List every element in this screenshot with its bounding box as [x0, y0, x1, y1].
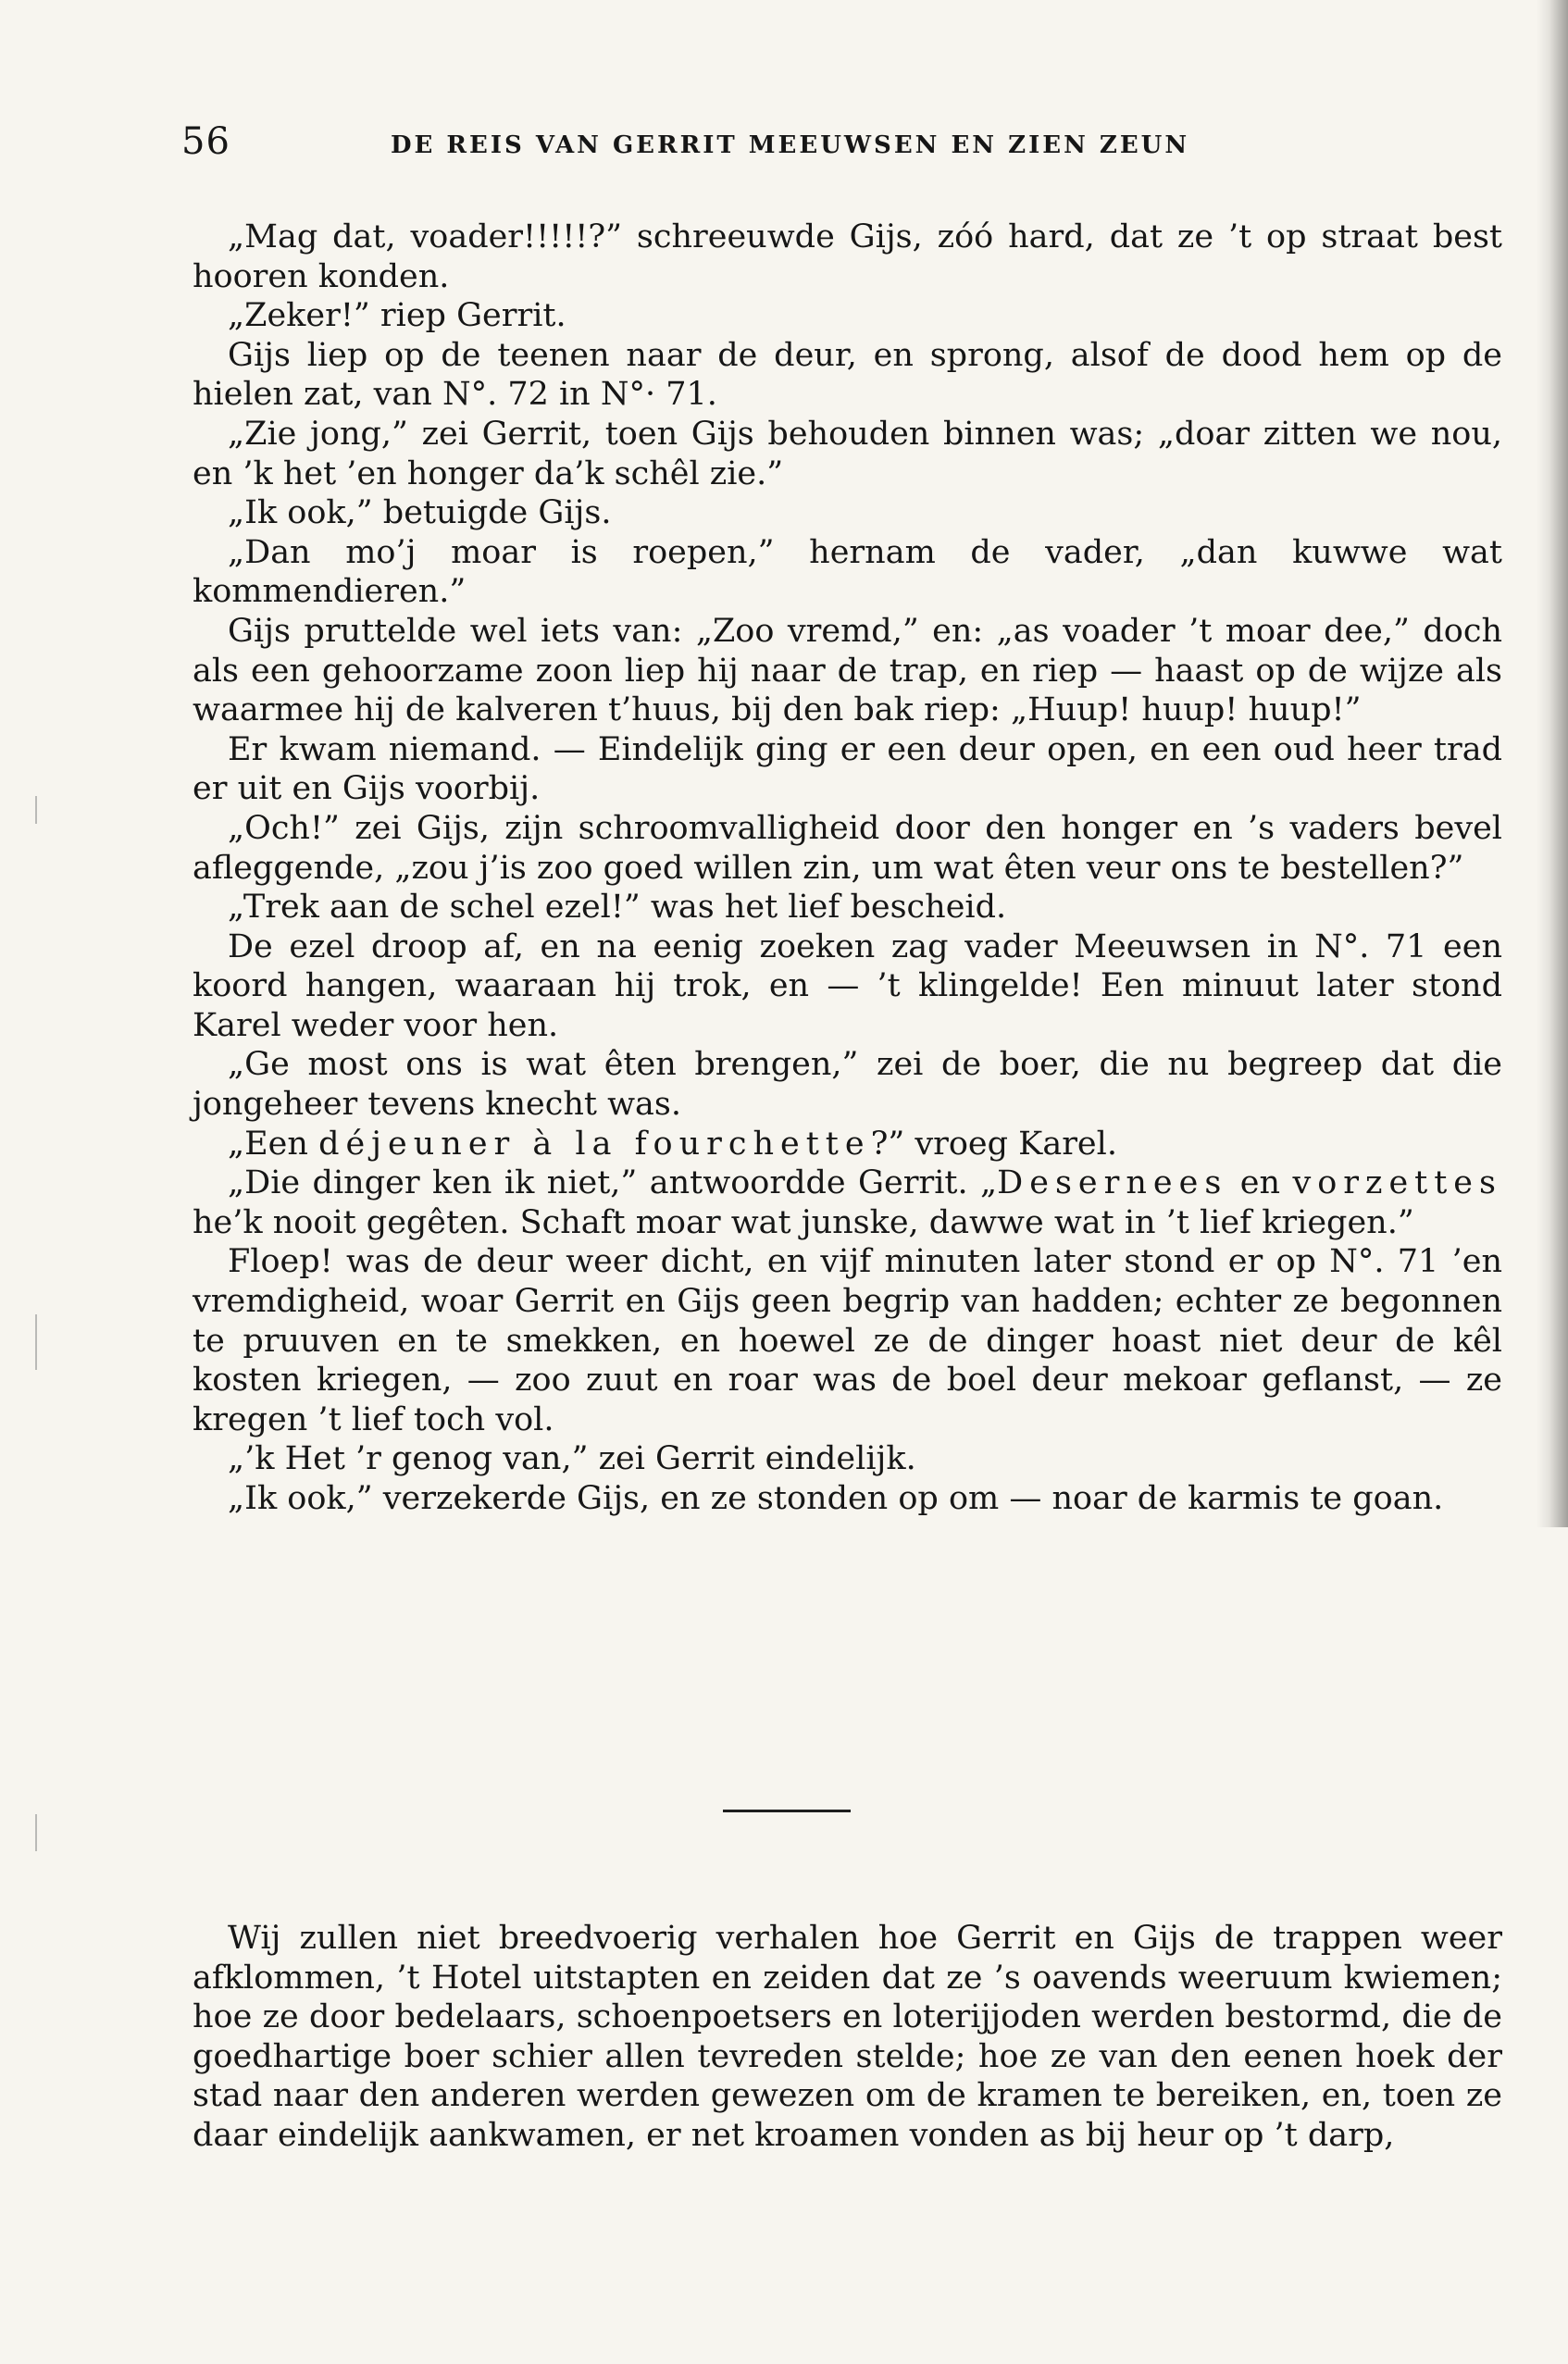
paragraph: „Trek aan de schel ezel!” was het lief bescheid.: [228, 889, 1007, 927]
spaced-text: Desernees: [997, 1164, 1228, 1202]
paragraph: „Dan mo’j moar is roepen,” hernam de vader, „dan kuwwe wat kommendieren.”: [193, 533, 1502, 611]
text-run: „Een: [228, 1125, 319, 1163]
paragraph-gerrit: [193, 1163, 1502, 1242]
paragraph: „Ik ook,” betuigde Gijs.: [228, 494, 612, 532]
page-number: 56: [181, 120, 230, 163]
margin-mark: [35, 1314, 37, 1370]
paragraph-karel: [193, 1125, 1502, 1164]
text-run: „Die dinger ken ik niet,” antwoordde Gerrit. „: [228, 1164, 998, 1202]
page-spine-shadow: [1537, 0, 1568, 1527]
paragraph: Er kwam niemand. — Eindelijk ging er een deur open, en een oud heer trad er uit en Gijs voorbij.: [193, 730, 1502, 808]
text-run: en: [1227, 1164, 1293, 1202]
paragraph: „Ik ook,” verzekerde Gijs, en ze stonden op om — noar de karmis te goan.: [228, 1480, 1444, 1517]
running-head: DE REIS VAN GERRIT MEEUWSEN EN ZIEN ZEUN: [391, 131, 1190, 159]
text-run: he’k nooit gegêten. Schaft moar wat junske, dawwe wat in ’t lief kriegen.”: [193, 1203, 1414, 1241]
page-header: [181, 120, 1318, 176]
paragraph: Gijs pruttelde wel iets van: „Zoo vremd,” en: „as voader ’t moar dee,” doch als een gehoorzame zoon liep hij naar de trap, en riep — haast op de wijze als waarmee hij de kalveren t’huus, bij den bak riep: „Huup! huup! huup!”: [193, 612, 1502, 729]
text-run: ?” vroeg Karel.: [870, 1125, 1117, 1163]
paragraph: „Mag dat, voader!!!!!?” schreeuwde Gijs, zóó hard, dat ze ’t op straat best hooren konden.: [193, 218, 1502, 295]
paragraph: Wij zullen niet breedvoerig verhalen hoe Gerrit en Gijs de trappen weer afklommen, ’t Hotel uitstapten en zeiden dat ze ’s oavends weeruum kwiemen; hoe ze door bedelaars, schoenpoetsers en loterijjoden werden bestormd, die de goedhartige boer schier allen tevreden stelde; hoe ze van den eenen hoek der stad naar den anderen werden gewezen om de kramen te bereiken, en, toen ze daar eindelijk aankwamen, er net kroamen vonden as bij heur op ’t darp,: [193, 1920, 1502, 2154]
paragraph: Floep! was de deur weer dicht, en vijf minuten later stond er op N°. 71 ’en vremdigheid, woar Gerrit en Gijs geen begrip van hadden; echter ze begonnen te pruuven en te smekken, en hoewel ze de dinger hoast niet deur de kêl kosten kriegen, — zoo zuut en roar was de boel deur mekoar geflanst, — ze kregen ’t lief toch vol.: [193, 1243, 1502, 1438]
paragraph: „Zie jong,” zei Gerrit, toen Gijs behouden binnen was; „doar zitten we nou, en ’k het ’en honger da’k schêl zie.”: [193, 415, 1502, 492]
spaced-text: vorzettes: [1292, 1164, 1502, 1202]
main-text: [193, 218, 1502, 1519]
paragraph: Gijs liep op de teenen naar de deur, en sprong, alsof de dood hem op de hielen zat, van N°. 72 in N°· 71.: [193, 336, 1502, 414]
paragraph: „’k Het ’r genog van,” zei Gerrit eindelijk.: [228, 1440, 916, 1478]
paragraph: „Och!” zei Gijs, zijn schroomvalligheid door den honger en ’s vaders bevel afleggende, „zou j’is zoo goed willen zin, um wat êten veur ons te bestellen?”: [193, 809, 1502, 887]
spaced-text: déjeuner à la fourchette: [318, 1125, 871, 1163]
section-divider: [723, 1810, 851, 1812]
paragraph: „Ge most ons is wat êten brengen,” zei de boer, die nu begreep dat die jongeheer tevens knecht was.: [193, 1046, 1502, 1124]
paragraph: De ezel droop af, en na eenig zoeken zag vader Meeuwsen in N°. 71 een koord hangen, waaraan hij trok, en — ’t klingelde! Een minuut later stond Karel weder voor hen.: [193, 927, 1502, 1044]
paragraph: „Zeker!” riep Gerrit.: [228, 297, 566, 335]
section-two-text: [193, 1919, 1502, 2156]
margin-mark: [35, 1814, 37, 1851]
margin-mark: [35, 796, 37, 824]
